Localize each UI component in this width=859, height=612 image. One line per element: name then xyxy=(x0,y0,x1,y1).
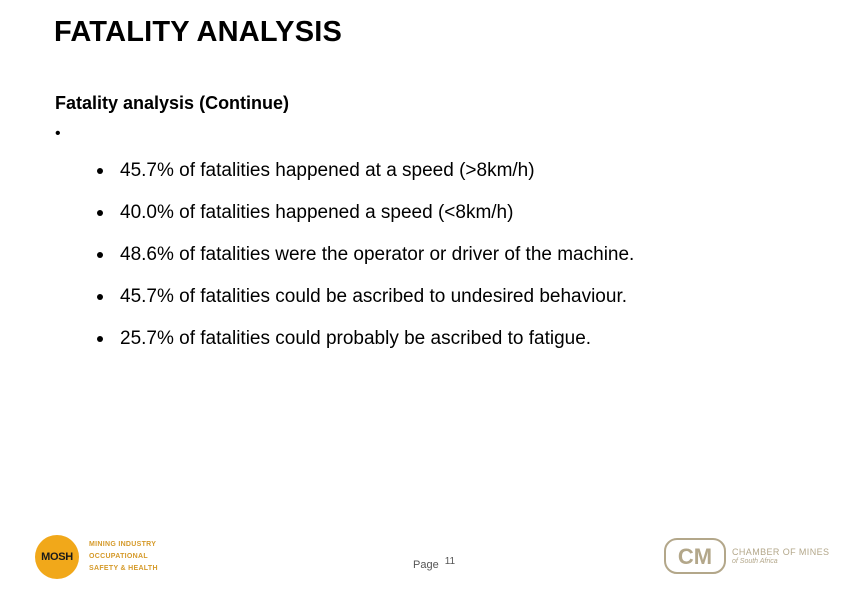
fatality-stats-list xyxy=(96,160,634,370)
list-item xyxy=(96,202,634,224)
chamber-mark-text: CM xyxy=(677,544,713,569)
slide-title: FATALITY ANALYSIS xyxy=(54,16,343,48)
bullet-icon xyxy=(97,294,103,300)
bullet-icon xyxy=(97,336,103,342)
slide-subtitle: Fatality analysis (Continue) xyxy=(55,93,290,113)
list-item xyxy=(96,328,634,350)
bullet-icon xyxy=(97,252,103,258)
bullet-text: 40.0% of fatalities happened a speed (<8km/h) xyxy=(120,202,514,223)
mosh-line: SAFETY & HEALTH xyxy=(89,565,158,572)
chamber-of-mines-mark-icon xyxy=(664,538,726,574)
list-item xyxy=(96,160,634,182)
empty-bullet: • xyxy=(55,125,61,142)
bullet-icon xyxy=(97,210,103,216)
bullet-text: 25.7% of fatalities could probably be ascribed to fatigue. xyxy=(120,328,592,349)
mosh-logo-caption xyxy=(89,539,158,575)
list-item xyxy=(96,286,634,308)
page-number-value: 11 xyxy=(444,556,456,567)
bullet-text: 48.6% of fatalities were the operator or driver of the machine. xyxy=(120,244,635,265)
bullet-icon xyxy=(97,168,103,174)
mosh-logo-text: MOSH xyxy=(41,551,73,563)
list-item xyxy=(96,244,634,266)
mosh-line: MINING INDUSTRY xyxy=(89,541,157,548)
mosh-logo-icon xyxy=(35,535,79,579)
chamber-of-mines-caption xyxy=(732,547,829,566)
chamber-of-mines-logo xyxy=(664,538,830,578)
chamber-sub: of South Africa xyxy=(732,558,778,565)
mosh-line: OCCUPATIONAL xyxy=(89,553,148,560)
mosh-logo xyxy=(35,535,161,579)
page-label: Page xyxy=(413,559,439,571)
bullet-text: 45.7% of fatalities could be ascribed to undesired behaviour. xyxy=(120,286,627,307)
bullet-text: 45.7% of fatalities happened at a speed (>8km/h) xyxy=(120,160,535,181)
page-number xyxy=(413,556,456,571)
chamber-name: CHAMBER OF MINES xyxy=(732,547,830,557)
